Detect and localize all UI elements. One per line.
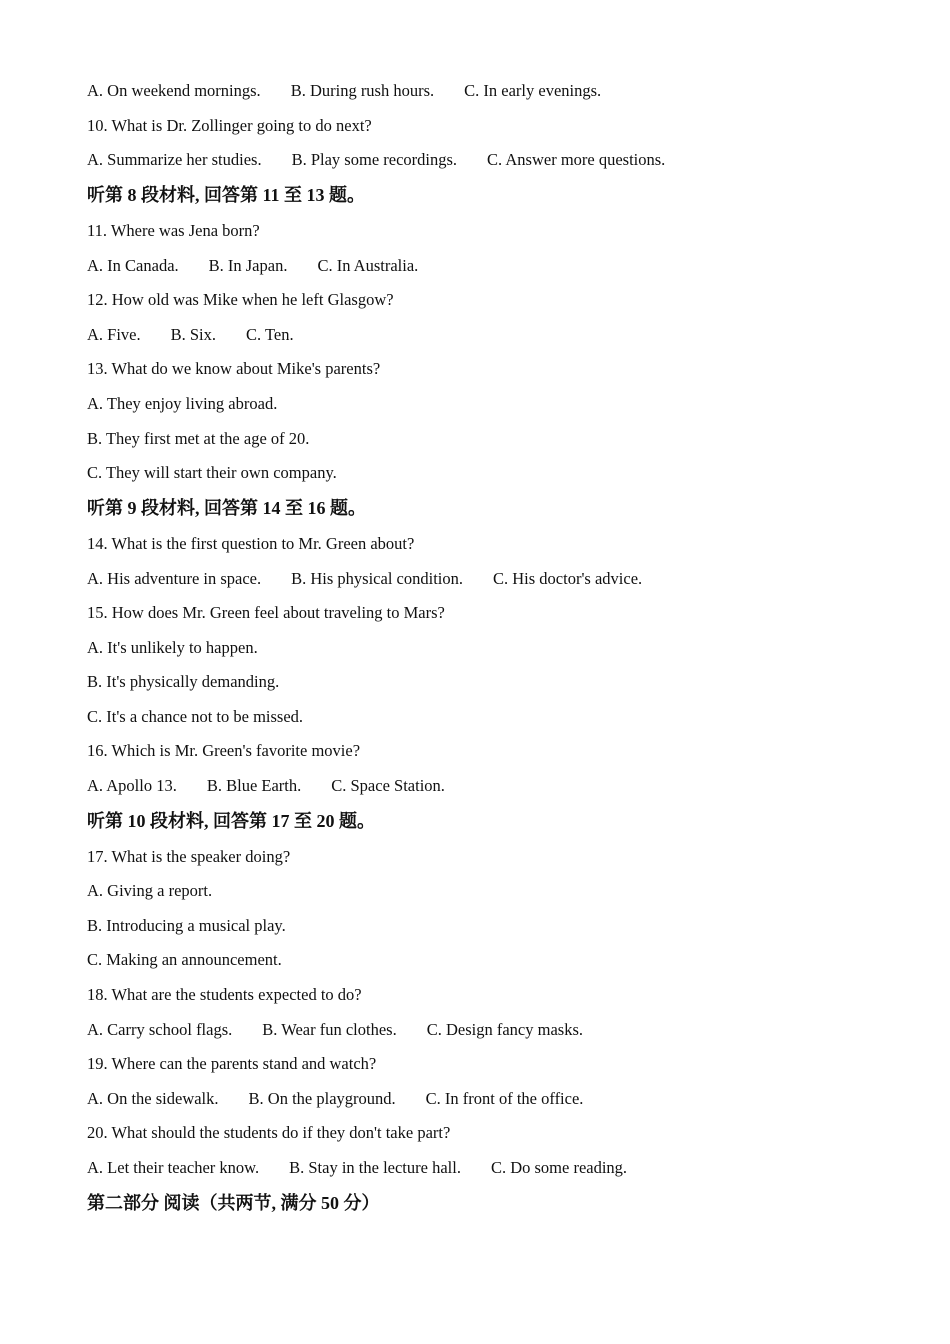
q17-option-b: B. Introducing a musical play. [87, 916, 286, 935]
q19-question: 19. Where can the parents stand and watch? [87, 1054, 377, 1073]
q9-options [87, 80, 631, 102]
q9-option-b: B. During rush hours. [290, 81, 435, 100]
q20-option-c: C. Do some reading. [490, 1158, 628, 1177]
q19-option-a: A. On the sidewalk. [87, 1089, 219, 1108]
q18-option-a: A. Carry school flags. [87, 1020, 233, 1039]
q12-option-c: C. Ten. [246, 325, 294, 344]
q16-option-c: C. Space Station. [331, 776, 445, 795]
q20-options [87, 1157, 657, 1179]
q16-option-b: B. Blue Earth. [206, 776, 302, 795]
q17-question: 17. What is the speaker doing? [87, 847, 291, 866]
section-9-heading: 听第 9 段材料, 回答第 14 至 16 题。 [87, 498, 366, 518]
q10-question: 10. What is Dr. Zollinger going to do next? [87, 116, 372, 135]
q12-option-b: B. Six. [170, 325, 217, 344]
q15-option-c: C. It's a chance not to be missed. [87, 707, 304, 726]
q14-option-a: A. His adventure in space. [87, 569, 262, 588]
q15-option-a: A. It's unlikely to happen. [87, 638, 258, 657]
q14-question: 14. What is the first question to Mr. Green about? [87, 534, 415, 553]
q12-question: 12. How old was Mike when he left Glasgow? [87, 290, 394, 309]
q15-question: 15. How does Mr. Green feel about traveling to Mars? [87, 603, 445, 622]
q11-question: 11. Where was Jena born? [87, 221, 260, 240]
q14-option-c: C. His doctor's advice. [493, 569, 643, 588]
q14-option-b: B. His physical condition. [291, 569, 463, 588]
q16-option-a: A. Apollo 13. [87, 776, 177, 795]
q10-option-c: C. Answer more questions. [487, 150, 666, 169]
section-10-heading: 听第 10 段材料, 回答第 17 至 20 题。 [87, 811, 375, 831]
q9-option-c: C. In early evenings. [464, 81, 602, 100]
q11-option-a: A. In Canada. [87, 256, 179, 275]
q19-option-c: C. In front of the office. [425, 1089, 584, 1108]
q15-option-b: B. It's physically demanding. [87, 672, 280, 691]
q18-options [87, 1019, 613, 1041]
q20-question: 20. What should the students do if they don't take part? [87, 1123, 451, 1142]
q9-option-a: A. On weekend mornings. [87, 81, 261, 100]
section-8-heading: 听第 8 段材料, 回答第 11 至 13 题。 [87, 185, 366, 205]
q18-option-b: B. Wear fun clothes. [262, 1020, 397, 1039]
q13-option-a: A. They enjoy living abroad. [87, 394, 278, 413]
q17-option-a: A. Giving a report. [87, 881, 213, 900]
q10-option-b: B. Play some recordings. [291, 150, 458, 169]
q19-options [87, 1088, 613, 1110]
q12-option-a: A. Five. [87, 325, 141, 344]
q11-options [87, 255, 448, 277]
q13-question: 13. What do we know about Mike's parents? [87, 359, 381, 378]
q14-options [87, 568, 672, 590]
q11-option-c: C. In Australia. [317, 256, 419, 275]
q11-option-b: B. In Japan. [208, 256, 288, 275]
q20-option-b: B. Stay in the lecture hall. [289, 1158, 461, 1177]
q13-option-b: B. They first met at the age of 20. [87, 429, 310, 448]
q19-option-b: B. On the playground. [248, 1089, 396, 1108]
q17-option-c: C. Making an announcement. [87, 950, 282, 969]
q10-option-a: A. Summarize her studies. [87, 150, 262, 169]
q10-options [87, 149, 695, 171]
q16-question: 16. Which is Mr. Green's favorite movie? [87, 741, 361, 760]
q13-option-c: C. They will start their own company. [87, 463, 337, 482]
q16-options [87, 775, 475, 797]
q12-options [87, 324, 324, 346]
q18-question: 18. What are the students expected to do? [87, 985, 362, 1004]
q18-option-c: C. Design fancy masks. [426, 1020, 584, 1039]
part-2-heading: 第二部分 阅读（共两节, 满分 50 分） [87, 1193, 380, 1213]
q20-option-a: A. Let their teacher know. [87, 1158, 260, 1177]
